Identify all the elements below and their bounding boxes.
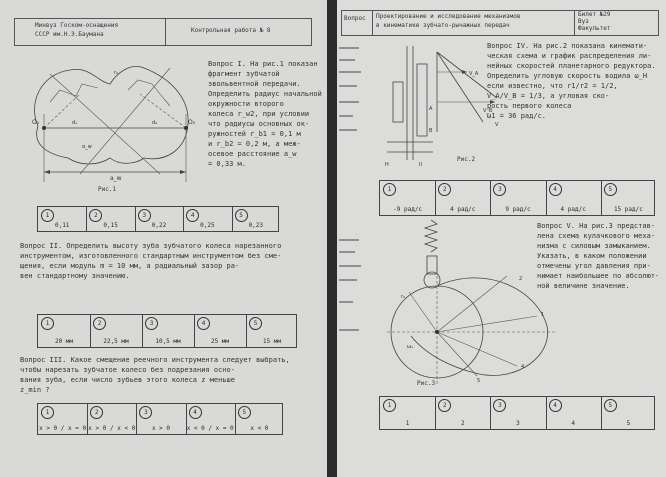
answer-number: 3	[493, 399, 506, 412]
left-header	[14, 18, 312, 46]
text-line: эвольвентной передачи.	[208, 80, 301, 88]
figure3-label: Рис.3	[417, 380, 436, 387]
answer-option-3[interactable]	[142, 315, 195, 347]
answer-option-4[interactable]	[194, 315, 247, 347]
answer-option-4[interactable]	[546, 397, 602, 429]
text-line: и r_b2 = 0,2 м, а меж-	[208, 140, 301, 148]
answer-number: 4	[186, 209, 199, 222]
answer-value: 0,15	[103, 222, 118, 229]
svg-text:V: V	[495, 122, 499, 128]
answer-option-4[interactable]	[186, 404, 236, 434]
text-line: ной величине значение.	[537, 282, 630, 290]
text-line: нейных скоростей планетарного редуктора.	[487, 62, 656, 70]
answer-number: 2	[93, 317, 106, 330]
text-line: Указать, в каком положении	[537, 252, 647, 260]
answer-number: 2	[90, 406, 103, 419]
answer-number: 1	[383, 183, 396, 196]
answer-value: x > 0	[151, 425, 171, 432]
question-3-answers	[37, 403, 283, 435]
answer-value: 2	[460, 420, 465, 427]
answer-value: 20 мм	[54, 338, 74, 345]
answer-value: 0,23	[248, 222, 264, 229]
text-line: = 0,33 м.	[208, 160, 246, 168]
answer-number: 1	[41, 317, 54, 330]
answer-value: 22,5 мм	[103, 338, 129, 345]
answer-value: 15 рад/с	[613, 206, 643, 213]
svg-text:d₁: d₁	[72, 120, 78, 126]
answer-option-2[interactable]	[87, 404, 137, 434]
question-4-answers	[379, 180, 655, 216]
answer-number: 4	[549, 399, 562, 412]
answer-option-3[interactable]	[136, 404, 186, 434]
answer-option-3[interactable]	[490, 397, 546, 429]
answer-option-1[interactable]	[38, 404, 88, 434]
figure3-cam-diagram	[387, 216, 557, 386]
text-line: ружностей r_b1 = 0,1 м	[208, 130, 301, 138]
question-2-answers	[37, 314, 297, 348]
answer-option-1[interactable]	[380, 181, 436, 215]
answer-value: 0,22	[151, 222, 167, 229]
svg-text:II: II	[419, 162, 422, 168]
answer-number: 4	[197, 317, 210, 330]
answer-value: 15 мм	[262, 338, 282, 345]
left-page	[0, 0, 327, 477]
svg-text:1: 1	[541, 312, 545, 318]
answer-option-5[interactable]	[235, 404, 284, 434]
right-page	[337, 0, 666, 477]
answer-number: 3	[145, 317, 158, 330]
text-line: ω1 = 36 рад/с.	[487, 112, 547, 120]
answer-value: x > 0 / x = 0	[39, 425, 87, 432]
answer-number: 5	[604, 399, 617, 412]
answer-option-5[interactable]	[601, 397, 656, 429]
text-line: V_A/V_B = 1/3, а угловая ско-	[487, 92, 610, 100]
answer-value: 4	[571, 420, 575, 427]
answer-value: 4 рад/с	[560, 206, 586, 213]
answer-value: x < 0 / x = 0	[186, 425, 234, 432]
svg-text:ω₁: ω₁	[407, 344, 414, 350]
answer-value: x > 0 / x < 0	[88, 425, 136, 432]
text-line: Вопрос III. Какое смещение реечного инструмента следует выбрать,	[20, 356, 290, 364]
header-title-line1: Проектирование и исследование механизмов	[376, 13, 521, 20]
answer-option-2[interactable]	[90, 315, 143, 347]
svg-text:d₂: d₂	[152, 120, 158, 126]
text-line: если известно, что r1/r2 = 1/2,	[487, 82, 618, 90]
text-line: что радиусы основных ок-	[208, 120, 310, 128]
answer-number: 3	[493, 183, 506, 196]
answer-value: -9 рад/с	[393, 206, 423, 213]
institution-line1: Минвуз Госком-оснащения	[35, 22, 119, 29]
figure1-gear-diagram	[20, 54, 210, 184]
answer-value: 0,11	[54, 222, 70, 229]
text-line: низма с силовым замыканием.	[537, 242, 651, 250]
figure2-planetary-diagram	[367, 42, 507, 172]
answer-number: 4	[549, 183, 562, 196]
text-line: щения, если модуль m = 10 мм, а радиальный зазор ра-	[20, 262, 240, 270]
answer-option-5[interactable]	[601, 181, 656, 215]
answer-option-4[interactable]	[546, 181, 602, 215]
answer-number: 4	[189, 406, 202, 419]
answer-number: 5	[249, 317, 262, 330]
text-line: вен стандартному значению.	[20, 272, 130, 280]
text-line: осевое расстояние a_w	[208, 150, 297, 158]
text-line: чтобы нарезать зубчатое колесо без подрезания осно-	[20, 366, 235, 374]
answer-number: 5	[235, 209, 248, 222]
text-line: лена схема кулачкового меха-	[537, 232, 656, 240]
work-title: Контрольная работа № 8	[191, 27, 271, 34]
svg-text:2: 2	[519, 276, 523, 282]
answer-option-1[interactable]	[38, 315, 91, 347]
text-line: инструментом, изготовленного стандартным инструментом без сме-	[20, 252, 282, 260]
text-line: окружности второго	[208, 100, 284, 108]
header-vuz: Вуз	[578, 18, 589, 25]
answer-number: 1	[41, 406, 54, 419]
answer-option-4[interactable]	[183, 207, 232, 231]
figure1-label: Рис.1	[98, 186, 117, 193]
text-line: вания зуба, если число зубьев этого колеса z меньше	[20, 376, 235, 384]
institution-line2: СССР им.Н.Э.Баумана	[35, 31, 104, 38]
question-5-answers	[379, 396, 655, 430]
text-line: ческая схема и график распределения ли-	[487, 52, 652, 60]
figure2-label: Рис.2	[457, 156, 476, 163]
text-line: z_min ?	[20, 386, 50, 394]
svg-text:a_w: a_w	[110, 175, 122, 182]
answer-value: 9 рад/с	[505, 206, 531, 213]
book-gutter	[327, 0, 337, 477]
text-line: Определить угловую скорость водила ω_H	[487, 72, 648, 80]
answer-option-5[interactable]	[232, 207, 280, 231]
header-faculty: Факультет	[578, 25, 611, 32]
answer-value: 4 рад/с	[450, 206, 476, 213]
header-title-line2: в кинематике зубчато-рычажных передач	[376, 22, 510, 29]
answer-value: 3	[516, 420, 520, 427]
svg-text:B: B	[429, 128, 433, 134]
svg-text:4: 4	[521, 364, 525, 370]
answer-number: 2	[438, 183, 451, 196]
text-line: Определить радиус начальной	[208, 90, 322, 98]
svg-text:α_w: α_w	[82, 144, 92, 150]
answer-number: 1	[41, 209, 54, 222]
answer-option-5[interactable]	[246, 315, 298, 347]
answer-value: x < 0	[250, 425, 269, 432]
bleed-through-text	[337, 40, 367, 340]
answer-number: 5	[604, 183, 617, 196]
answer-option-1[interactable]	[380, 397, 436, 429]
answer-number: 1	[383, 399, 396, 412]
answer-number: 5	[238, 406, 251, 419]
svg-text:5: 5	[477, 378, 481, 384]
answer-value: 25 мм	[210, 338, 230, 345]
answer-number: 3	[138, 209, 151, 222]
text-line: колеса r_w2, при условии	[208, 110, 310, 118]
svg-text:r₀: r₀	[401, 294, 406, 300]
answer-number: 2	[89, 209, 102, 222]
svg-text:H: H	[385, 162, 389, 168]
answer-value: 5	[626, 420, 631, 427]
answer-number: 2	[438, 399, 451, 412]
answer-option-3[interactable]	[135, 207, 184, 231]
text-line: фрагмент зубчатой	[208, 70, 280, 78]
right-header	[341, 10, 659, 36]
ticket-number: Билет №29	[578, 11, 611, 18]
text-line: Вопрос V. На рис.3 представ-	[537, 222, 656, 230]
question-1-answers	[37, 206, 279, 232]
answer-option-1[interactable]	[38, 207, 87, 231]
answer-option-2[interactable]	[435, 397, 491, 429]
svg-text:V_B: V_B	[483, 108, 493, 114]
text-line: рость первого колеса	[487, 102, 572, 110]
text-line: Вопрос IV. На рис.2 показана кинемати-	[487, 42, 648, 50]
svg-text:O₁: O₁	[32, 119, 40, 126]
answer-option-3[interactable]	[490, 181, 546, 215]
text-line: нимает наибольшее по абсолют-	[537, 272, 660, 280]
answer-value: 10,5 мм	[155, 338, 181, 345]
answer-option-2[interactable]	[86, 207, 135, 231]
header-cell1: Вопрос	[344, 15, 366, 22]
text-line: Вопрос II. Определить высоту зуба зубчатого колеса нарезанного	[20, 242, 282, 250]
svg-text:A: A	[429, 106, 433, 112]
text-line: Вопрос I. На рис.1 показан	[208, 60, 318, 68]
answer-option-2[interactable]	[435, 181, 491, 215]
svg-text:O₂: O₂	[188, 119, 196, 126]
answer-value: 0,25	[200, 222, 215, 229]
svg-text:r₂: r₂	[114, 70, 119, 76]
svg-text:V_A: V_A	[469, 71, 479, 77]
answer-value: 1	[405, 420, 410, 427]
answer-number: 3	[139, 406, 152, 419]
text-line: отмечены угол давления при-	[537, 262, 651, 270]
